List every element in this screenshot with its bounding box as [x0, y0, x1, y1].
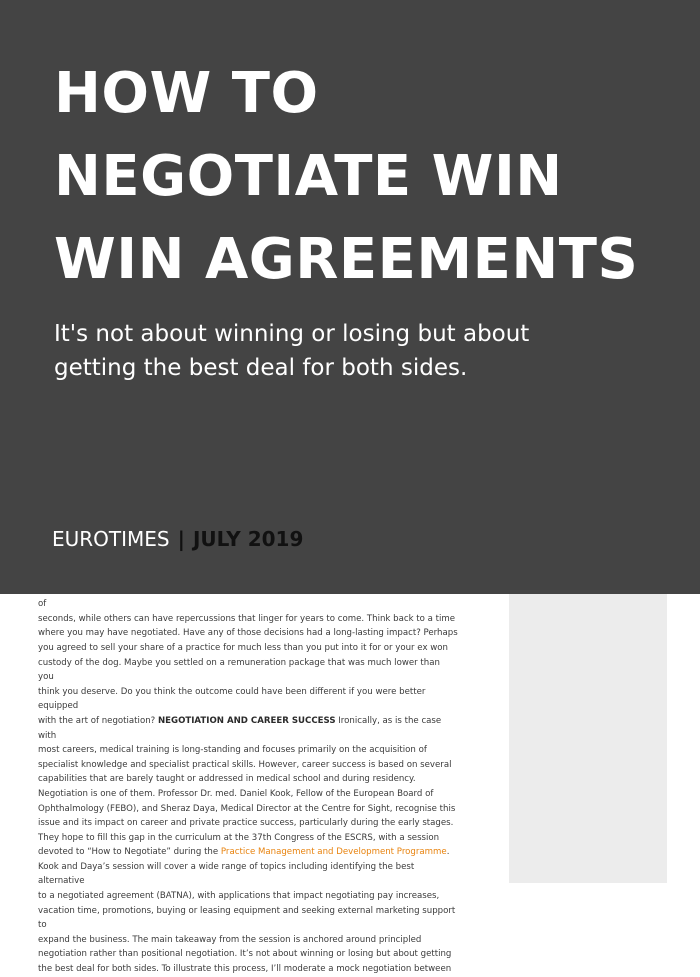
article-line: vacation time, promotions, buying or leasing equipment and seeking external marketing support to	[38, 905, 456, 931]
article-text: .	[446, 847, 450, 858]
article-line: most careers, medical training is long-standing and focuses primarily on the acquisition of	[38, 745, 427, 756]
article-line: Negotiation is one of them. Professor Dr. med. Daniel Kook, Fellow of the European Board of	[38, 788, 434, 799]
article-line: think you deserve. Do you think the outcome could have been different if you were better equipped	[38, 686, 426, 712]
article-line: Ophthalmology (FEBO), and Sheraz Daya, Medical Director at the Centre for Sight, recognise this	[38, 803, 456, 814]
article-body	[38, 568, 458, 977]
article-line: you agreed to sell your share of a practice for much less than you put into it for or your ex won	[38, 642, 448, 653]
publication-name: EUROTIMES	[52, 527, 170, 551]
article-text: Ironically, as is the case with	[38, 715, 442, 741]
programme-link[interactable]: Practice Management and Development Programme	[220, 847, 447, 858]
article-line: capabilities that are barely taught or addressed in medical school and during residency.	[38, 774, 416, 785]
title-line: HOW TO	[54, 61, 319, 126]
article-line: They hope to fill this gap in the curriculum at the 37th Congress of the ESCRS, with a session	[38, 832, 440, 843]
subtitle-line: getting the best deal for both sides.	[54, 355, 468, 381]
title-line: WIN AGREEMENTS	[54, 227, 639, 292]
article-text: with the art of negotiation?	[38, 715, 158, 726]
article-line: specialist knowledge and specialist practical skills. However, career success is based on several	[38, 759, 452, 770]
article-line: negotiation rather than positional negotiation. It’s not about winning or losing but about getting	[38, 949, 452, 960]
source-separator: |	[177, 527, 185, 551]
article-line: of	[38, 599, 47, 610]
section-heading: NEGOTIATION AND CAREER SUCCESS	[157, 715, 336, 726]
page-title	[54, 52, 638, 301]
article-line: the best deal for both sides. To illustrate this process, I’ll moderate a mock negotiation between	[38, 964, 452, 975]
article-line: seconds, while others can have repercussions that linger for years to come. Think back to a time	[38, 613, 456, 624]
article-line: issue and its impact on career and private practice success, particularly during the early stages.	[38, 818, 454, 829]
article-text: devoted to “How to Negotiate” during the	[38, 847, 221, 858]
article-line: custody of the dog. Maybe you settled on a remuneration package that was much lower than you	[38, 657, 440, 683]
article-line	[38, 845, 458, 860]
article-line: Kook and Daya’s session will cover a wide range of topics including identifying the best alternative	[38, 861, 415, 887]
sidebar-panel	[509, 594, 667, 883]
subtitle	[54, 317, 614, 385]
article-line: where you may have negotiated. Have any of those decisions had a long-lasting impact? Perhaps	[38, 628, 458, 639]
publication-date: JULY 2019	[192, 527, 304, 551]
title-line: NEGOTIATE WIN	[54, 144, 563, 209]
subtitle-line: It's not about winning or losing but about	[54, 321, 530, 347]
article-line: to a negotiated agreement (BATNA), with applications that impact negotiating pay increases,	[38, 891, 440, 902]
source-line	[52, 524, 303, 554]
article-line	[38, 714, 458, 743]
article-line: expand the business. The main takeaway from the session is anchored around principled	[38, 934, 422, 945]
